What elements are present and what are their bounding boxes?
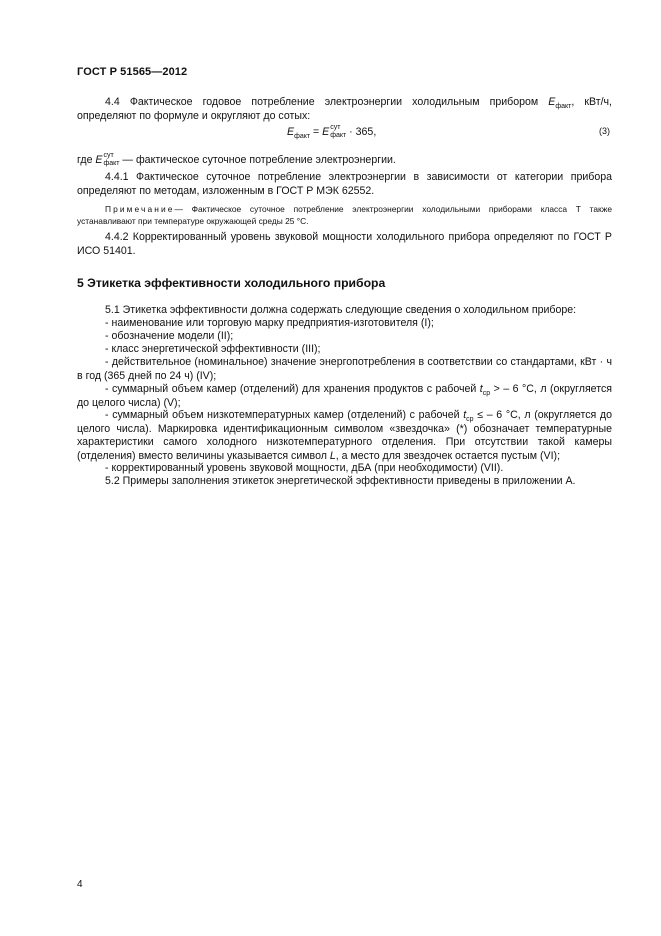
where-subscript: факт [103,160,120,167]
list-item: - наименование или торговую марку предприятия-изготовителя (I); [105,317,434,329]
list-item: - корректированный уровень звуковой мощности, дБА (при необходимости) (VII). [105,462,504,474]
paragraph-5-2: 5.2 Примеры заполнения этикеток энергетической эффективности приведены в приложении А. [105,475,576,487]
paragraph-4-4-2: 4.4.2 Корректированный уровень звуковой мощности холодильного прибора определяют по ГОСТ Р ИСО 51401. [77,231,612,257]
list-item-text-b: ≤ – 6 °С, л (округляется до целого числа). Маркировка идентификационным символом «звездочка» (*) обозначает температурные характеристики самого холодного низкотемпературного отделения. При отсутствии такой камеры (отделения) вместо величины указывается символ [77,409,612,462]
where-symbol: E [95,153,103,166]
list-item-text-a: - суммарный объем камер (отделений) для хранения продуктов с рабочей [105,383,480,395]
paragraph-4-4-text-a: 4.4 Фактическое годовое потребление электроэнергии холодильным прибором [105,96,549,108]
note-label: Примечание [105,204,175,214]
symbol-e: E [548,96,556,108]
page-number: 4 [77,879,83,890]
formula-rhs-indices [330,124,346,140]
formula-rhs-subscript: факт [330,132,347,139]
list-item: - класс энергетической эффективности (III); [105,343,321,355]
paragraph-4-4 [77,96,612,123]
formula-equals: = [310,125,323,138]
document-header: ГОСТ Р 51565—2012 [77,66,188,78]
paragraph-4-4-text-b: , кВт/ч, определяют по формуле и округляют до сотых: [77,96,612,122]
formula-rhs: E [322,125,330,138]
paragraph-5-1: 5.1 Этикетка эффективности должна содержать следующие сведения о холодильном приборе: [105,304,577,316]
list-item-text-b: > – 6 °С, л (округляется до целого числа) (V); [77,383,612,409]
where-symbol-indices [103,152,119,168]
where-text-a: где [77,153,96,166]
note-text: — Фактическое суточное потребление электроэнергии холодильными приборами класса Т также устанавливают при температуре окружающей среды 25 °С. [77,204,612,226]
list-item: - действительное (номинальное) значение энергопотребления в соответствии со стандартами, кВт · ч в год (365 дней по 24 ч) (IV); [77,356,612,382]
paragraph-4-4-1: 4.4.1 Фактическое суточное потребление электроэнергии в зависимости от категории прибора определяют по методам, изложенным в ГОСТ Р МЭК 62552. [77,171,612,197]
symbol-t: t [463,409,467,421]
symbol-t: t [479,383,483,395]
symbol-l: L [329,449,336,462]
where-clause [77,152,612,168]
symbol-t-subscript: ср [466,416,474,424]
formula-lhs-subscript: факт [294,132,311,140]
list-item [77,383,612,410]
formula-body [287,124,376,140]
formula-number: (3) [599,126,610,136]
formula-rhs-superscript: сут [330,124,341,131]
list-item-text-a: - суммарный объем низкотемпературных камер (отделений) с рабочей [105,409,464,421]
symbol-e-subscript: факт [555,103,572,111]
where-text-b: — фактическое суточное потребление электроэнергии. [119,153,396,166]
list-item-text-c: , а место для звездочек остается пустым (VI); [335,449,561,462]
symbol-t-subscript: ср [482,390,491,398]
formula-lhs: E [287,125,295,138]
formula-tail: · 365, [346,125,377,138]
section-5-title: 5 Этикетка эффективности холодильного прибора [77,276,386,290]
list-item: - обозначение модели (II); [105,330,234,342]
note [77,203,612,227]
where-superscript: сут [103,152,114,159]
list-item [77,409,612,463]
